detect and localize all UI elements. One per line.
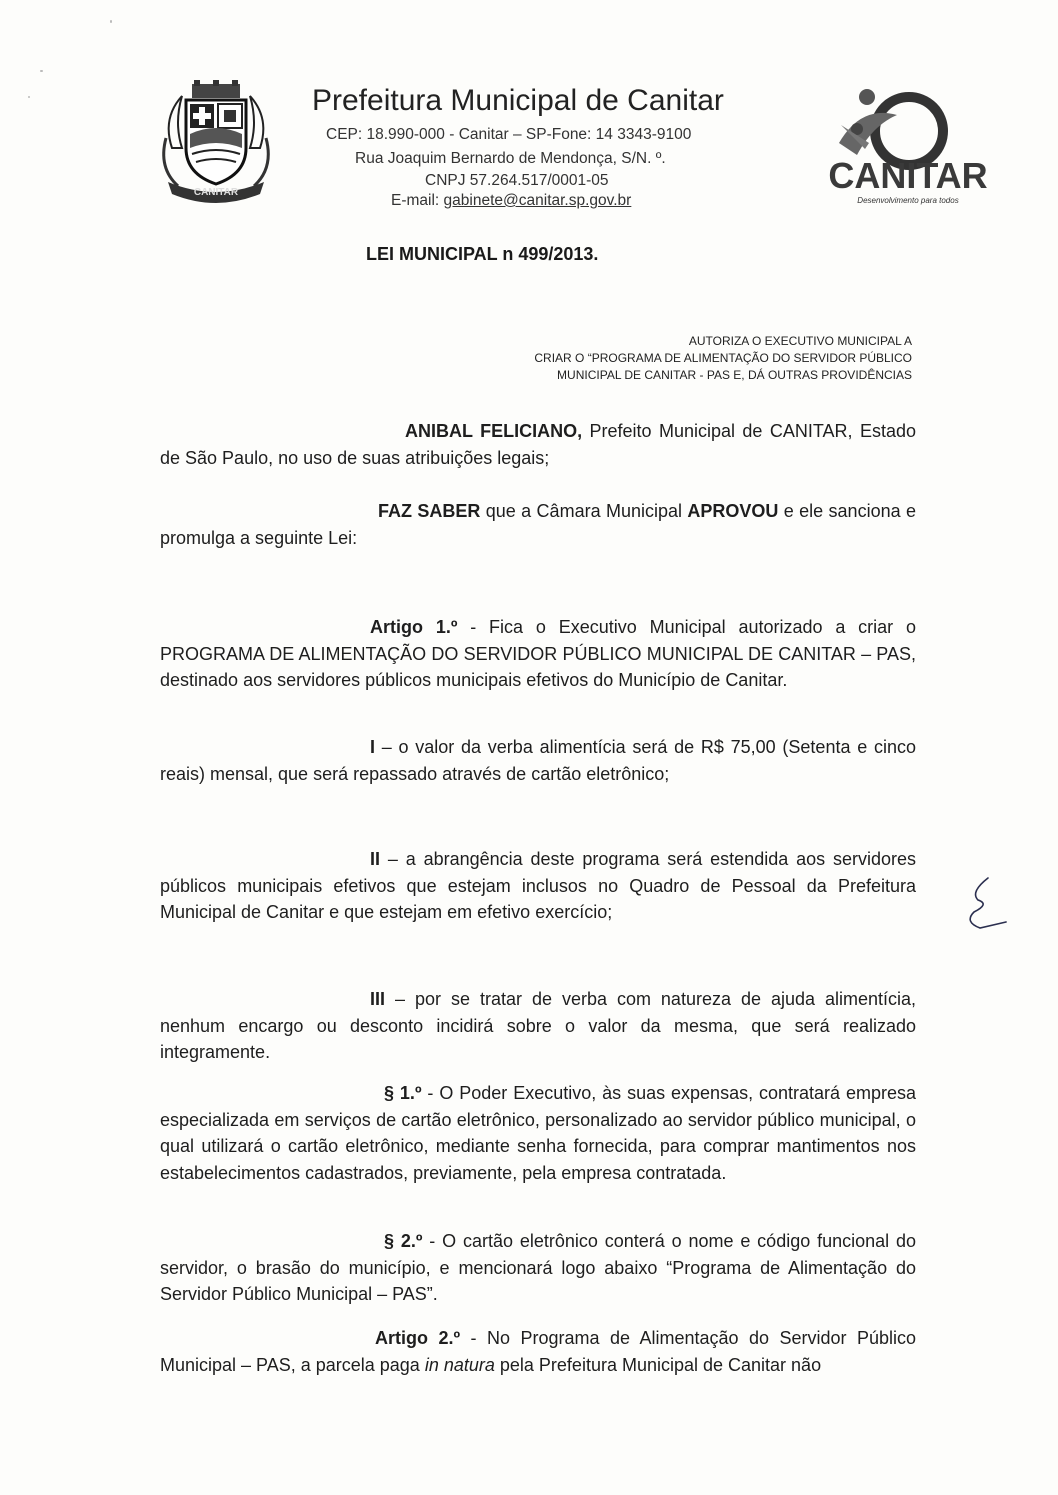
logo-slogan: Desenvolvimento para todos (857, 196, 959, 205)
header-cnpj: CNPJ 57.264.517/0001-05 (425, 172, 609, 189)
ementa-line: MUNICIPAL DE CANITAR - PAS E, DÁ OUTRAS PROVIDÊNCIAS (557, 368, 912, 382)
scan-speck (110, 20, 112, 23)
ementa-line: CRIAR O “PROGRAMA DE ALIMENTAÇÃO DO SERVIDOR PÚBLICO (534, 351, 912, 365)
law-title: LEI MUNICIPAL n 499/2013. (366, 244, 599, 264)
email-link[interactable]: gabinete@canitar.sp.gov.br (443, 192, 632, 209)
item-iii (160, 986, 916, 1066)
preamble-text: Prefeito Municipal de CANITAR, Estado de São Paulo, no uso de suas atribuições legais; (160, 421, 916, 468)
enactment-paragraph (160, 498, 916, 551)
item-ii (160, 846, 916, 926)
article-1-text: - Fica o Executivo Municipal autorizado a criar o PROGRAMA DE ALIMENTAÇÃO DO SERVIDOR PÚBLICO MUNICIPAL DE CANITAR – PAS, destinado aos servidores públicos municipais efetivos do Município de Canitar. (160, 617, 917, 690)
header-email-line (391, 192, 631, 210)
item-iii-label: III (370, 989, 386, 1009)
item-i-label: I (370, 737, 376, 757)
paragraph-2 (160, 1228, 916, 1308)
item-i-text: – o valor da verba alimentícia será de R$ 75,00 (Setenta e cinco reais) mensal, que será repassado através de cartão eletrônico; (160, 737, 916, 784)
faz-saber-label: FAZ SABER (378, 501, 481, 521)
in-natura-term: in natura (424, 1354, 495, 1375)
paragraph-1-label: § 1.º (384, 1083, 422, 1103)
enactment-text: e ele sanciona e promulga a seguinte Lei: (160, 501, 916, 548)
ementa (400, 333, 912, 384)
article-2-text: - No Programa de Alimentação do Servidor Público Municipal – PAS, a parcela paga (160, 1328, 916, 1375)
article-1 (160, 614, 916, 694)
aprovou-label: APROVOU (687, 501, 779, 521)
paragraph-1 (160, 1080, 916, 1186)
item-ii-text: – a abrangência deste programa será estendida aos servidores públicos municipais efetivos que estejam inclusos no Quadro de Pessoal da Prefeitura Municipal de Canitar e que estejam em efetivo exercício; (160, 849, 916, 922)
paragraph-1-text: - O Poder Executivo, às suas expensas, contratará empresa especializada em serviços de cartão eletrônico, personalizado ao servidor público municipal, o qual utilizará o cartão eletrônico, mediante senha fornecida, para comprar mantimentos nos estabelecimentos cadastrados, previamente, pela empresa contratada. (160, 1083, 916, 1183)
email-label: E-mail: (391, 192, 444, 209)
article-2-text: pela Prefeitura Municipal de Canitar não (494, 1354, 822, 1375)
municipal-crest-icon (152, 78, 280, 206)
crest-banner-text: CANITAR (193, 187, 239, 198)
scan-speck (28, 96, 30, 98)
paragraph-2-label: § 2.º (384, 1231, 423, 1251)
ementa-line: AUTORIZA O EXECUTIVO MUNICIPAL A (688, 334, 912, 348)
header-cep-phone: CEP: 18.990-000 - Canitar – SP-Fone: 14 3343-9100 (326, 126, 692, 143)
article-2-label: Artigo 2.º (375, 1328, 461, 1348)
item-ii-label: II (370, 849, 381, 869)
header-address: Rua Joaquim Bernardo de Mendonça, S/N. º. (355, 150, 666, 167)
handwritten-initial-mark (960, 872, 1020, 936)
paragraph-2-text: - O cartão eletrônico conterá o nome e código funcional do servidor, o brasão do município, e mencionará logo abaixo “Programa de Alimentação do Servidor Público Municipal – PAS”. (160, 1231, 916, 1304)
article-2 (160, 1325, 916, 1378)
scan-speck (40, 70, 43, 72)
preamble-paragraph (160, 418, 916, 471)
enactment-text: que a Câmara Municipal (480, 501, 688, 521)
canitar-logo (817, 85, 995, 209)
article-1-label: Artigo 1.º (370, 617, 458, 637)
item-i (160, 734, 916, 787)
logo-name: CANITAR (828, 155, 988, 196)
item-iii-text: – por se tratar de verba com natureza de ajuda alimentícia, nenhum encargo ou desconto incidirá sobre o valor da mesma, que será realizado integramente. (160, 989, 916, 1062)
header-title: Prefeitura Municipal de Canitar (312, 84, 724, 117)
mayor-name: ANIBAL FELICIANO, (405, 421, 583, 441)
